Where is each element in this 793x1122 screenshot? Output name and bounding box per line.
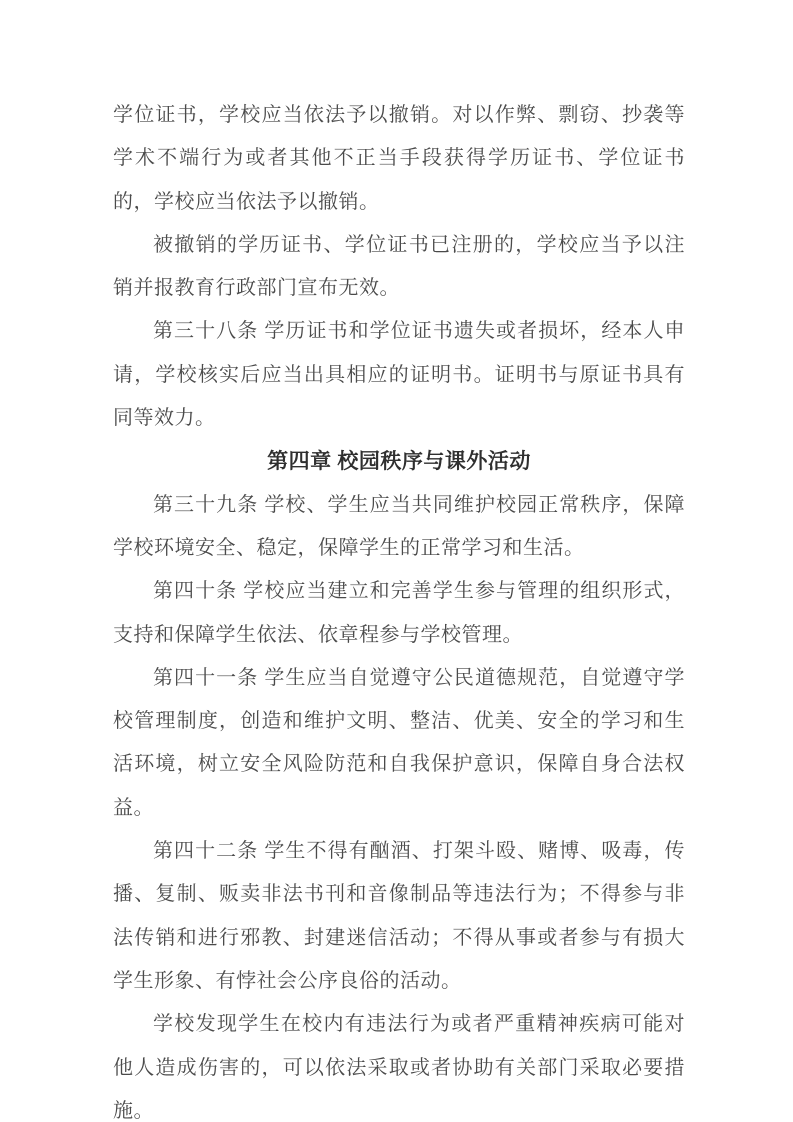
paragraph-article-41: 第四十一条 学生应当自觉遵守公民道德规范，自觉遵守学校管理制度，创造和维护文明、整洁、优美、安全的学习和生活环境，树立安全风险防范和自我保护意识，保障自身合法权益。 bbox=[113, 666, 685, 819]
paragraph-article-38: 第三十八条 学历证书和学位证书遗失或者损坏，经本人申请，学校核实后应当出具相应的证明书。证明书与原证书具有同等效力。 bbox=[113, 320, 685, 430]
chapter-4-heading: 第四章 校园秩序与课外活动 bbox=[267, 449, 531, 474]
paragraph-article-40: 第四十条 学校应当建立和完善学生参与管理的组织形式，支持和保障学生依法、依章程参与学校管理。 bbox=[113, 580, 685, 646]
paragraph-article-39: 第三十九条 学校、学生应当共同维护校园正常秩序，保障学校环境安全、稳定，保障学生的正常学习和生活。 bbox=[113, 493, 685, 559]
page-content bbox=[113, 94, 685, 1122]
paragraph-continuation: 学位证书，学校应当依法予以撤销。对以作弊、剽窃、抄袭等学术不端行为或者其他不正当手段获得学历证书、学位证书的，学校应当依法予以撤销。 bbox=[113, 104, 685, 213]
paragraph-revoked-certificates: 被撤销的学历证书、学位证书已注册的，学校应当予以注销并报教育行政部门宣布无效。 bbox=[113, 233, 685, 300]
paragraph-school-measures: 学校发现学生在校内有违法行为或者严重精神疾病可能对他人造成伤害的，可以依法采取或者协助有关部门采取必要措施。 bbox=[113, 1013, 685, 1122]
paragraph-article-42: 第四十二条 学生不得有酗酒、打架斗殴、赌博、吸毒，传播、复制、贩卖非法书刊和音像制品等违法行为；不得参与非法传销和进行邪教、封建迷信活动；不得从事或者参与有损大学生形象、有悖社会公序良俗的活动。 bbox=[113, 840, 685, 992]
